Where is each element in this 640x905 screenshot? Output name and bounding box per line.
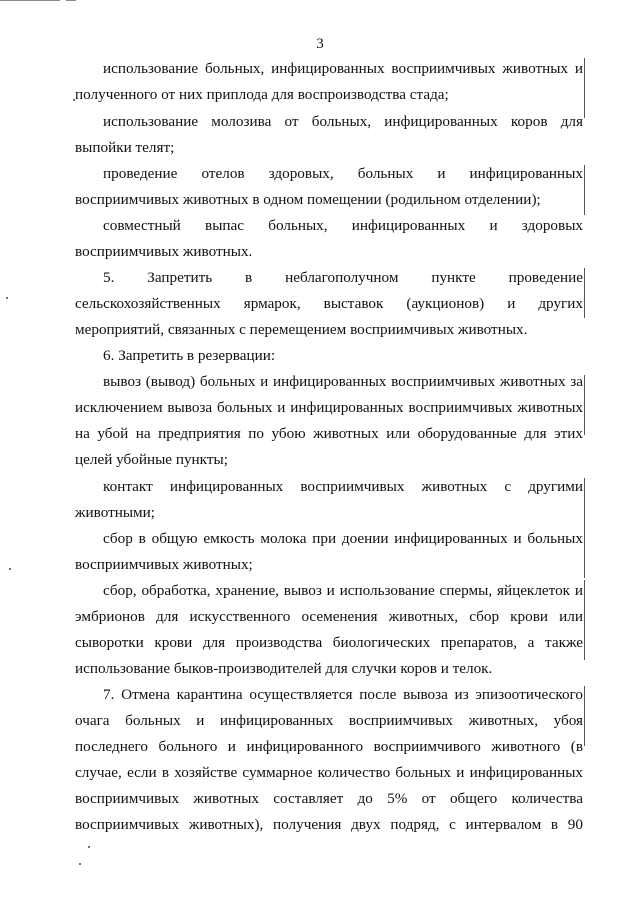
text-line: совместный выпас больных, инфицированных и здоровых — [103, 217, 583, 234]
scan-edge-line — [584, 58, 585, 118]
scan-edge-line — [584, 165, 585, 215]
scan-edge-line — [584, 686, 585, 746]
text-line: проведение отелов здоровых, больных и инфицированных — [103, 165, 583, 182]
scan-edge-line — [584, 580, 585, 660]
text-line: последнего больного и инфицированного восприимчивого животного (в — [75, 738, 583, 755]
text-line: восприимчивых животных. — [75, 243, 253, 260]
scan-edge-line — [584, 478, 585, 578]
text-line: сыворотки крови для производства биологических препаратов, а также — [75, 634, 583, 651]
text-line: 7. Отмена карантина осуществляется после вывоза из эпизоотического — [103, 686, 583, 703]
text-line: случае, если в хозяйстве суммарное количество больных и инфицированных — [75, 764, 583, 781]
scan-speck — [88, 846, 90, 848]
text-line: вывоз (вывод) больных и инфицированных восприимчивых животных за — [103, 373, 583, 390]
scan-speck — [79, 863, 81, 865]
text-line: восприимчивых животных в одном помещении (родильном отделении); — [75, 191, 541, 208]
text-line: использование больных, инфицированных восприимчивых животных и — [103, 60, 583, 77]
text-line: исключением вывоза больных и инфицированных восприимчивых животных — [75, 399, 583, 416]
scan-speck — [9, 568, 11, 570]
text-line: очага больных и инфицированных восприимчивых животных, убоя — [75, 712, 583, 729]
text-line: на убой на предприятия по убою животных или оборудованные для этих — [75, 425, 583, 442]
scan-edge-line — [584, 375, 585, 435]
text-line: использование молозива от больных, инфицированных коров для — [103, 113, 583, 130]
text-line: животными; — [75, 504, 156, 521]
scan-edge-line — [584, 268, 585, 318]
text-line: сельскохозяйственных ярмарок, выставок (аукционов) и других — [75, 295, 583, 312]
text-line: выпойки телят; — [75, 139, 175, 156]
text-line: восприимчивых животных), получения двух подряд, с интервалом в 90 — [75, 816, 583, 833]
text-line: использование быков-производителей для случки коров и телок. — [75, 660, 493, 677]
scan-speck — [73, 99, 75, 101]
page-number: 3 — [316, 36, 324, 52]
text-line: восприимчивых животных; — [75, 556, 253, 573]
text-line: 6. Запретить в резервации: — [103, 347, 276, 364]
text-line: восприимчивых животных составляет до 5% от общего количества — [75, 790, 583, 807]
text-line: мероприятий, связанных с перемещением восприимчивых животных. — [75, 321, 528, 338]
text-line: эмбрионов для искусственного осеменения животных, сбор крови или — [75, 608, 583, 625]
text-line: полученного от них приплода для воспроизводства стада; — [75, 86, 449, 103]
text-line: 5. Запретить в неблагополучном пункте проведение — [103, 269, 583, 286]
text-line: сбор в общую емкость молока при доении инфицированных и больных — [103, 530, 583, 547]
text-line: контакт инфицированных восприимчивых животных с другими — [103, 478, 583, 495]
scan-artifact — [0, 0, 60, 1]
scan-speck — [6, 297, 8, 299]
text-line: целей убойные пункты; — [75, 451, 228, 468]
scan-artifact — [66, 0, 76, 1]
text-line: сбор, обработка, хранение, вывоз и использование спермы, яйцеклеток и — [103, 582, 583, 599]
